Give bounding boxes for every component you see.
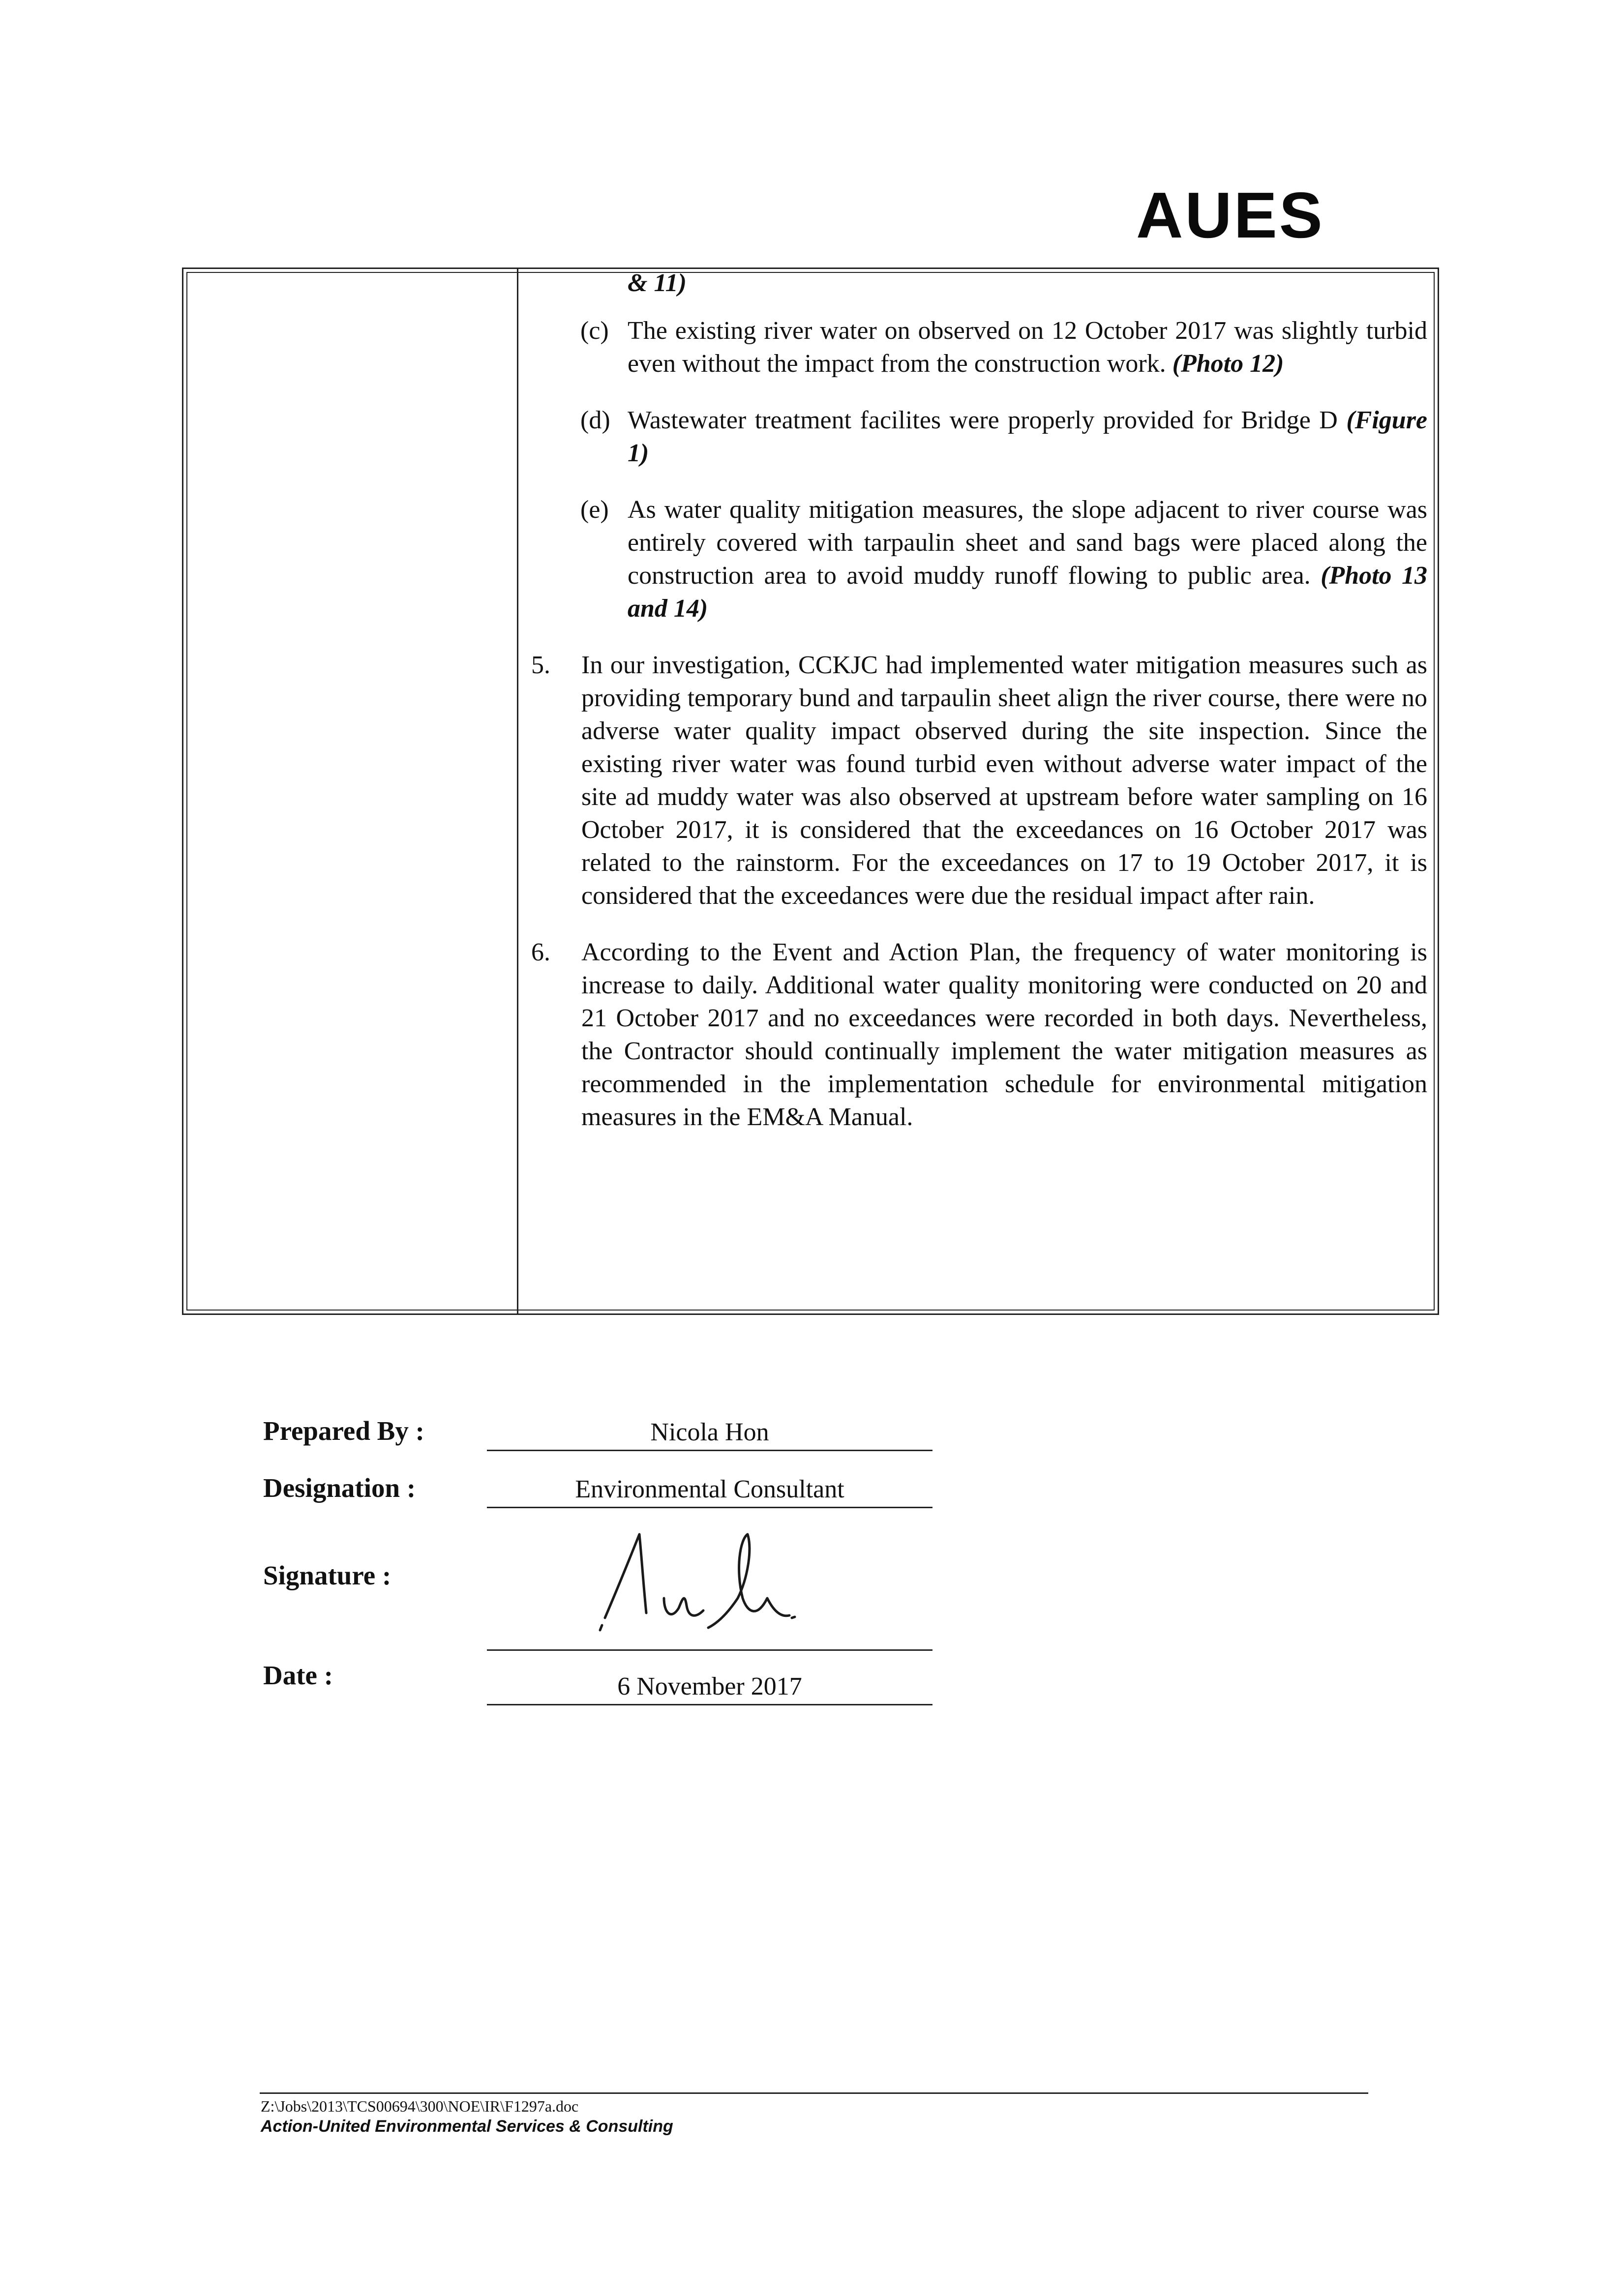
list-text: As water quality mitigation measures, the slope adjacent to river course was entirely covered with tarpaulin sheet and sand bags were placed along the construction area to avoid muddy runoff flowing to public area.: [628, 496, 1427, 590]
photo-reference: (Photo 12): [1172, 350, 1284, 378]
designation-value: Environmental Consultant: [487, 1472, 932, 1508]
list-label: (e): [580, 496, 609, 524]
list-item-c: [516, 314, 1427, 380]
paragraph-5: [516, 649, 1427, 912]
findings-content: [516, 270, 1427, 1133]
paragraph-number: 5.: [531, 651, 550, 679]
list-text: The existing river water on observed on 12 October 2017 was slightly turbid even without the impact from the construction work.: [628, 317, 1427, 378]
designation-label: Designation :: [263, 1473, 416, 1503]
date-label: Date :: [263, 1660, 333, 1690]
photo-reference: (Photo 13 and 14): [628, 562, 1427, 623]
list-item-d: [516, 404, 1427, 470]
signature-line: [487, 1618, 932, 1651]
continued-reference: & 11): [628, 269, 687, 297]
paragraph-text: In our investigation, CCKJC had implemented water mitigation measures such as providing temporary bund and tarpaulin sheet align the river course, there were no adverse water quality impact observed during the site inspection. Since the existing river water was found turbid even without adverse water impact of the site ad muddy water was also observed at upstream before water sampling on 16 October 2017, it is considered that the exceedances on 16 October 2017 was related to the rainstorm. For the exceedances on 17 to 19 October 2017, it is considered that the exceedances were due the residual impact after rain.: [581, 651, 1427, 910]
paragraph-text: According to the Event and Action Plan, the frequency of water monitoring is increase to daily. Additional water quality monitoring were conducted on 20 and 21 October 2017 and no exceedances were recorded in both days. Nevertheless, the Contractor should continually implement the water mitigation measures as recommended in the implementation schedule for environmental mitigation measures in the EM&A Manual.: [581, 938, 1427, 1131]
footer-file-path: Z:\Jobs\2013\TCS00694\300\NOE\IR\F1297a.doc: [261, 2097, 579, 2115]
footer-company-name: Action-United Environmental Services & Consulting: [261, 2117, 673, 2136]
prepared-by-label: Prepared By :: [263, 1416, 424, 1446]
list-label: (d): [580, 406, 610, 434]
prepared-by-value: Nicola Hon: [487, 1415, 932, 1451]
list-text: Wastewater treatment facilites were properly provided for Bridge D: [628, 406, 1338, 434]
figure-reference: (Figure 1): [628, 406, 1428, 467]
date-value: 6 November 2017: [487, 1670, 932, 1705]
footer-divider: [260, 2092, 1368, 2094]
signature-label: Signature :: [263, 1560, 391, 1590]
paragraph-6: [516, 936, 1427, 1133]
company-logo: AUES: [1136, 179, 1324, 251]
list-item-e: [516, 493, 1427, 625]
list-label: (c): [580, 317, 609, 345]
paragraph-number: 6.: [531, 938, 550, 966]
